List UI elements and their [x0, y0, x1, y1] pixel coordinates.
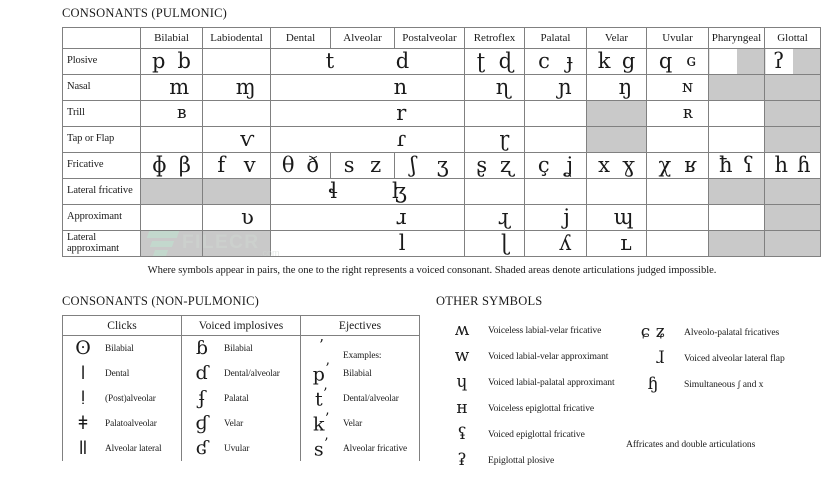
cell-tap-labiodental	[203, 127, 271, 153]
sym: m	[169, 75, 190, 99]
sym: v	[243, 153, 256, 177]
cell-tap-palatal	[525, 127, 587, 153]
sym: ħ	[719, 153, 733, 177]
row-label-trill: Trill	[63, 101, 141, 127]
sym: ɴ	[682, 77, 693, 97]
cell-latapprox-pharyngeal	[709, 231, 765, 257]
sym: ɰ	[613, 205, 634, 229]
ejective-symbol	[301, 386, 341, 411]
sym: ʎ	[559, 231, 572, 255]
cell-approx-pharyngeal	[709, 205, 765, 231]
cell-nasal-coronal	[271, 75, 465, 101]
cell-fricative-uvular	[647, 153, 709, 179]
implosive-label: Palatal	[222, 386, 300, 411]
row-label-approximant: Approximant	[63, 205, 141, 231]
sym: ɾ	[396, 127, 407, 151]
list-item	[182, 436, 300, 461]
cell-approx-bilabial	[141, 205, 203, 231]
sym: r	[396, 101, 407, 125]
row-label-lateral-approximant: Lateral approximant	[63, 231, 141, 257]
other-symbol-label: Simultaneous ʃ and x	[684, 378, 764, 390]
sym: ʈ	[476, 49, 486, 73]
ejective-label: Bilabial	[341, 361, 419, 386]
ejective-symbol	[301, 411, 341, 436]
pulmonic-consonant-table	[62, 27, 821, 257]
column-header-velar: Velar	[587, 28, 647, 49]
other-symbol-label: Voiced epiglottal fricative	[488, 428, 585, 440]
implosive-symbol: ɗ	[182, 361, 222, 386]
sym: b	[177, 49, 191, 73]
cell-nasal-retroflex	[465, 75, 525, 101]
group-header-voiced-implosives: Voiced implosives	[182, 316, 301, 336]
other-symbols-section	[436, 294, 836, 484]
other-symbol: ʜ	[456, 397, 468, 418]
ejective-mark: ʼ	[322, 386, 328, 403]
sym: ʃ	[410, 153, 417, 177]
sym: ɱ	[235, 75, 256, 99]
list-item	[301, 361, 419, 386]
sym: p	[152, 49, 166, 73]
sym: k	[597, 49, 611, 73]
pulmonic-header-row	[63, 28, 821, 49]
nonpulmonic-table	[62, 315, 420, 461]
cell-fricative-bilabial	[141, 153, 203, 179]
cell-tap-velar	[587, 127, 647, 153]
implosive-symbol: ɠ	[182, 411, 222, 436]
ejective-label: Velar	[341, 411, 419, 436]
sym: ɭ	[501, 231, 509, 255]
click-symbol: ǁ	[63, 436, 103, 461]
sym: ŋ	[618, 75, 633, 99]
ejective-label: Dental/alveolar	[341, 386, 419, 411]
cell-approx-labiodental	[203, 205, 271, 231]
other-symbol: ʍ	[454, 319, 470, 340]
nonpulmonic-header-row	[63, 316, 420, 336]
sym: c	[538, 49, 550, 73]
table-row-tap-or-flap	[63, 127, 821, 153]
cell-trill-labiodental	[203, 101, 271, 127]
cell-latapprox-retroflex	[465, 231, 525, 257]
cell-plosive-palatal	[525, 49, 587, 75]
cell-trill-glottal	[765, 101, 821, 127]
cell-tap-retroflex	[465, 127, 525, 153]
cell-fricative-labiodental	[203, 153, 271, 179]
sym: ɽ	[499, 127, 510, 151]
list-item	[301, 436, 419, 461]
click-symbol: ʘ	[63, 336, 103, 361]
implosive-label: Velar	[222, 411, 300, 436]
ejective-mark: ʼ	[323, 436, 329, 453]
sym: ɻ	[498, 205, 510, 229]
sym: ʐ	[500, 153, 513, 177]
cell-latapprox-labiodental	[203, 231, 271, 257]
sym: ɳ	[495, 75, 511, 99]
cell-trill-palatal	[525, 101, 587, 127]
list-item	[63, 361, 181, 386]
cell-fricative-pharyngeal	[709, 153, 765, 179]
other-symbols-lists	[436, 317, 836, 484]
cell-trill-coronal	[271, 101, 465, 127]
implosives-column	[182, 336, 301, 462]
cell-approx-velar	[587, 205, 647, 231]
column-header-postalveolar: Postalveolar	[395, 28, 465, 49]
cell-fricative-postalveolar	[395, 153, 465, 179]
list-item	[182, 361, 300, 386]
cell-latfric-coronal	[271, 179, 465, 205]
cell-nasal-uvular	[647, 75, 709, 101]
cell-plosive-velar	[587, 49, 647, 75]
nonpulmonic-section-title: CONSONANTS (NON-PULMONIC)	[62, 294, 260, 308]
list-item	[622, 319, 836, 345]
sym: s	[313, 438, 324, 461]
cell-plosive-pharyngeal	[709, 49, 765, 75]
table-row-lateral-approximant	[63, 231, 821, 257]
other-symbol: ʡ	[457, 449, 467, 470]
cell-latfric-retroflex	[465, 179, 525, 205]
column-header-retroflex: Retroflex	[465, 28, 525, 49]
column-header-palatal: Palatal	[525, 28, 587, 49]
column-header-dental: Dental	[271, 28, 331, 49]
list-item	[436, 395, 631, 421]
ejective-symbol	[301, 361, 341, 386]
affricates-note: Affricates and double articulations	[626, 439, 756, 450]
group-header-clicks: Clicks	[63, 316, 182, 336]
sym: ɟ	[566, 49, 573, 73]
cell-nasal-glottal	[765, 75, 821, 101]
list-item	[182, 411, 300, 436]
column-header-alveolar: Alveolar	[331, 28, 395, 49]
cell-fricative-dental	[271, 153, 331, 179]
implosive-label: Uvular	[222, 436, 300, 461]
implosives-list	[182, 336, 300, 461]
sym: ʒ	[436, 153, 449, 177]
ejectives-list	[301, 336, 419, 461]
list-item	[622, 345, 836, 371]
cell-latfric-glottal	[765, 179, 821, 205]
sym: ð	[306, 153, 320, 177]
watermark-subtext: .com	[260, 248, 280, 258]
list-item	[622, 371, 836, 397]
other-symbol-label: Epiglottal plosive	[488, 454, 555, 466]
sym: ʀ	[682, 103, 693, 123]
sym: ɖ	[498, 49, 513, 73]
cell-approx-coronal	[271, 205, 465, 231]
list-item	[63, 336, 181, 361]
cell-trill-bilabial	[141, 101, 203, 127]
table-row-nasal	[63, 75, 821, 101]
row-label-tap-or-flap: Tap or Flap	[63, 127, 141, 153]
sym: θ	[281, 153, 295, 177]
sym: z	[370, 153, 382, 177]
cell-nasal-labiodental	[203, 75, 271, 101]
list-item	[301, 336, 419, 361]
group-header-ejectives: Ejectives	[301, 316, 420, 336]
other-symbol: ɕ ʑ	[640, 321, 666, 342]
cell-nasal-pharyngeal	[709, 75, 765, 101]
cell-plosive-uvular	[647, 49, 709, 75]
other-symbol-label: Alveolo-palatal fricatives	[684, 326, 780, 338]
cell-nasal-bilabial	[141, 75, 203, 101]
row-label-fricative: Fricative	[63, 153, 141, 179]
cell-latapprox-glottal	[765, 231, 821, 257]
sym: x	[598, 153, 610, 177]
click-label: Dental	[103, 361, 181, 386]
ejective-symbol	[301, 436, 341, 461]
sym: ʂ	[476, 153, 488, 177]
sym: ɸ	[152, 153, 167, 177]
sym: h	[774, 153, 789, 177]
table-row-fricative	[63, 153, 821, 179]
sym: ʁ	[684, 153, 697, 177]
cell-approx-palatal	[525, 205, 587, 231]
cell-latapprox-velar	[587, 231, 647, 257]
table-row-plosive	[63, 49, 821, 75]
implosive-symbol: ʄ	[182, 386, 222, 411]
sym: s	[343, 153, 355, 177]
cell-latapprox-palatal	[525, 231, 587, 257]
click-label: Bilabial	[103, 336, 181, 361]
other-symbol: ɺ	[655, 347, 665, 368]
list-item	[436, 447, 631, 473]
cell-latfric-palatal	[525, 179, 587, 205]
row-label-plosive: Plosive	[63, 49, 141, 75]
column-header-labiodental: Labiodental	[203, 28, 271, 49]
implosive-symbol: ʛ	[182, 436, 222, 461]
click-symbol: ǀ	[63, 361, 103, 386]
cell-plosive-bilabial	[141, 49, 203, 75]
cell-latapprox-uvular	[647, 231, 709, 257]
table-row-trill	[63, 101, 821, 127]
ejective-mark: ʼ	[301, 336, 341, 361]
table-row-lateral-fricative	[63, 179, 821, 205]
watermark-text: FILECR	[182, 232, 260, 253]
click-label: Alveolar lateral	[103, 436, 181, 461]
cell-plosive-labiodental	[203, 49, 271, 75]
cell-tap-glottal	[765, 127, 821, 153]
cell-latfric-velar	[587, 179, 647, 205]
list-item	[436, 343, 631, 369]
cell-tap-bilabial	[141, 127, 203, 153]
ejectives-column	[301, 336, 420, 462]
list-item	[301, 386, 419, 411]
clicks-list	[63, 336, 181, 461]
cell-latfric-uvular	[647, 179, 709, 205]
click-symbol: ǂ	[63, 411, 103, 436]
list-item	[63, 436, 181, 461]
cell-fricative-alveolar	[331, 153, 395, 179]
implosive-label: Bilabial	[222, 336, 300, 361]
column-header-uvular: Uvular	[647, 28, 709, 49]
sym: ʝ	[565, 153, 574, 177]
other-symbol-label: Voiced alveolar lateral flap	[684, 352, 785, 364]
sym: q	[658, 49, 673, 73]
sym: p	[312, 363, 325, 386]
other-symbol: ʢ	[457, 423, 467, 444]
sym: ʙ	[177, 103, 187, 123]
nonpulmonic-body-row	[63, 336, 420, 462]
cell-nasal-palatal	[525, 75, 587, 101]
other-symbol: w	[454, 345, 470, 366]
cell-fricative-glottal	[765, 153, 821, 179]
click-symbol: ǃ	[63, 386, 103, 411]
implosive-label: Dental/alveolar	[222, 361, 300, 386]
sym: ɢ	[686, 51, 697, 71]
sym: ɲ	[558, 75, 572, 99]
sym: ɹ	[395, 205, 407, 229]
other-symbols-left-column	[436, 317, 631, 473]
other-symbols-title: OTHER SYMBOLS	[436, 294, 543, 308]
other-symbol: ɥ	[456, 371, 468, 392]
cell-tap-coronal	[271, 127, 465, 153]
sym: n	[393, 75, 408, 99]
cell-tap-pharyngeal	[709, 127, 765, 153]
list-item	[63, 386, 181, 411]
sym: ʔ	[773, 49, 785, 73]
cell-plosive-glottal	[765, 49, 821, 75]
clicks-column	[63, 336, 182, 462]
other-symbol-label: Voiceless labial-velar fricative	[488, 324, 602, 336]
cell-fricative-velar	[587, 153, 647, 179]
cell-plosive-retroflex	[465, 49, 525, 75]
sym: ʟ	[620, 231, 632, 255]
implosive-symbol: ɓ	[182, 336, 222, 361]
cell-latfric-bilabial	[141, 179, 203, 205]
column-header-pharyngeal: Pharyngeal	[709, 28, 765, 49]
cell-latapprox-bilabial	[141, 231, 203, 257]
sym: ʕ	[742, 153, 754, 177]
cell-latapprox-coronal	[271, 231, 465, 257]
pulmonic-table-note: Where symbols appear in pairs, the one to the right represents a voiced consonant. Shaded areas denote articulations judged impossible.	[147, 265, 717, 276]
sym: d	[395, 49, 410, 73]
sym: ɮ	[392, 179, 407, 203]
cell-approx-uvular	[647, 205, 709, 231]
sym: ⱱ	[240, 127, 255, 151]
cell-trill-pharyngeal	[709, 101, 765, 127]
cell-latfric-labiodental	[203, 179, 271, 205]
list-item	[436, 317, 631, 343]
sym: ç	[537, 153, 550, 177]
cell-trill-retroflex	[465, 101, 525, 127]
other-symbol: ɧ	[647, 373, 659, 394]
row-label-nasal: Nasal	[63, 75, 141, 101]
list-item	[182, 336, 300, 361]
cell-latfric-pharyngeal	[709, 179, 765, 205]
click-label: Palatoalveolar	[103, 411, 181, 436]
list-item	[63, 411, 181, 436]
other-symbol-label: Voiced labial-velar approximant	[488, 350, 609, 362]
cell-nasal-velar	[587, 75, 647, 101]
table-row-approximant	[63, 205, 821, 231]
other-symbol-label: Voiceless epiglottal fricative	[488, 402, 595, 414]
ejective-mark: ʼ	[324, 361, 330, 378]
cell-fricative-retroflex	[465, 153, 525, 179]
sym: f	[217, 153, 226, 177]
list-item	[436, 421, 631, 447]
pulmonic-section-title: CONSONANTS (PULMONIC)	[62, 6, 227, 20]
row-label-lateral-fricative: Lateral fricative	[63, 179, 141, 205]
pulmonic-section	[62, 6, 821, 257]
sym: j	[563, 205, 570, 229]
list-item	[182, 386, 300, 411]
nonpulmonic-section	[62, 294, 420, 461]
sym: k	[313, 413, 325, 436]
cell-tap-uvular	[647, 127, 709, 153]
cell-fricative-palatal	[525, 153, 587, 179]
corner-cell	[63, 28, 141, 49]
ejective-label: Examples:	[341, 336, 419, 361]
sym: β	[178, 153, 191, 177]
cell-approx-retroflex	[465, 205, 525, 231]
sym: l	[398, 231, 406, 255]
list-item	[436, 369, 631, 395]
ejective-mark: ʼ	[324, 411, 329, 428]
sym: ɣ	[622, 153, 635, 177]
cell-trill-uvular	[647, 101, 709, 127]
sym: ɬ	[328, 179, 338, 203]
other-symbol-label: Voiced labial-palatal approximant	[488, 376, 615, 388]
sym: t	[325, 49, 335, 73]
other-symbols-right-column	[622, 319, 836, 397]
cell-approx-glottal	[765, 205, 821, 231]
sym: g	[621, 49, 636, 73]
sym: t	[314, 388, 323, 411]
column-header-glottal: Glottal	[765, 28, 821, 49]
column-header-bilabial: Bilabial	[141, 28, 203, 49]
cell-plosive-coronal	[271, 49, 465, 75]
sym: ɦ	[796, 153, 811, 177]
click-label: (Post)alveolar	[103, 386, 181, 411]
cell-trill-velar	[587, 101, 647, 127]
sym: ʋ	[241, 205, 254, 229]
list-item	[301, 411, 419, 436]
sym: χ	[658, 153, 672, 177]
ejective-label: Alveolar fricative	[341, 436, 419, 461]
